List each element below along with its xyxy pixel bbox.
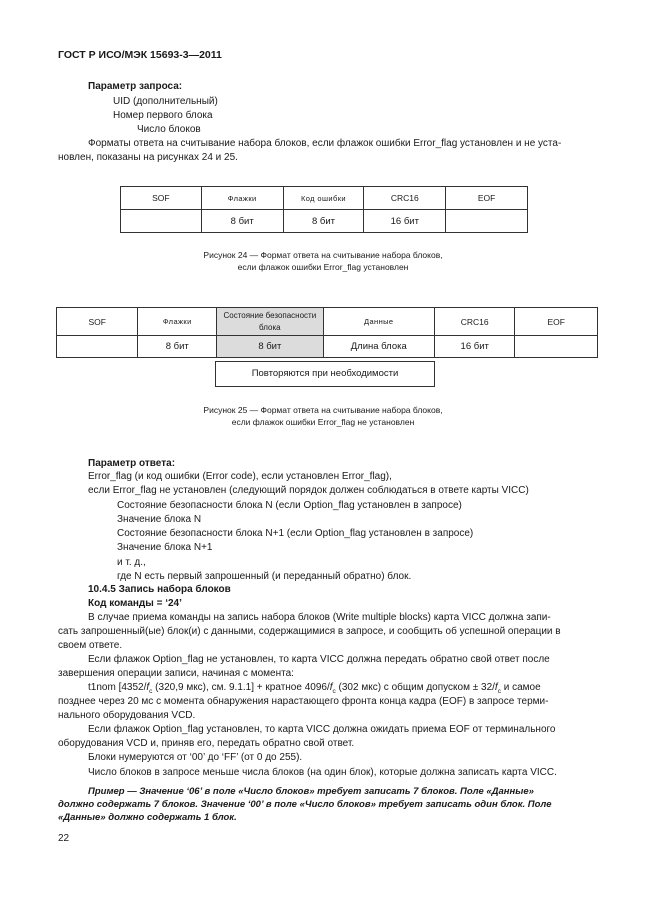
formula-part: (320,9 мкс), см. 9.1.1] + кратное 4096/ [152,682,330,693]
formula-c: c [332,688,336,695]
figure24-caption: если флажок ошибки Error_flag установлен [237,262,409,272]
table-cell [446,210,528,233]
table-cell [121,210,202,233]
formula-part: и самое [500,682,541,693]
response-param-line: если Error_flag не установлен (следующий порядок должен соблюдаться в ответе карты VICC) [88,485,529,496]
response-param-item: Значение блока N [117,514,202,525]
response-params-heading: Параметр ответа: [88,458,176,469]
paragraph-line: нального оборудования VCD. [58,710,196,721]
table-header-cell: CRC16 [364,187,446,210]
figure25-caption: Рисунок 25 — Формат ответа на считывание набора блоков, [203,405,443,415]
intro-text-line: новлен, показаны на рисунках 24 и 25. [58,152,238,163]
formula-f: f [329,682,333,693]
formula-f: f [494,682,498,693]
figure24-table [120,186,528,233]
table-header-cell: EOF [446,187,528,210]
formula-part: (302 мкс) с общим допуском ± 32/ [335,682,495,693]
table-header-cell: EOF [515,308,598,336]
table-cell: 8 бит [217,336,324,358]
table-cell: 16 бит [364,210,446,233]
response-param-item: где N есть первый запрошенный (и переданный обратно) блок. [117,571,412,582]
figure24-caption: Рисунок 24 — Формат ответа на считывание набора блоков, [203,250,443,260]
response-param-line: Error_flag (и код ошибки (Error code), если установлен Error_flag), [88,471,392,482]
formula-c: c [149,688,153,695]
table-header-cell: SOF [57,308,138,336]
repeat-note-box: Повторяются при необходимости [215,361,435,387]
figure25-table [56,307,598,358]
command-code: Код команды = ‘24’ [88,598,182,609]
intro-text-line: Форматы ответа на считывание набора блоков, если флажок ошибки Error_flag установлен и не уста- [88,138,562,149]
paragraph-line: Если флажок Option_flag установлен, то карта VICC должна ожидать приема EOF от терминального [88,724,556,735]
document-header: ГОСТ Р ИСО/МЭК 15693-3—2011 [58,49,222,61]
request-param-item: Номер первого блока [113,110,213,121]
formula-f: f [146,682,150,693]
formula-c: c [497,688,501,695]
paragraph-line: Блоки нумеруются от ‘00’ до ‘FF’ (от 0 до 255). [88,752,303,763]
paragraph-line: Если флажок Option_flag не установлен, то карта VICC должна передать обратно свой ответ после [88,654,550,665]
formula-part: t1nom [4352/ [88,682,147,693]
paragraph-line: своем ответе. [58,640,123,651]
table-cell [515,336,598,358]
response-param-item: Состояние безопасности блока N (если Option_flag установлен в запросе) [117,500,462,511]
paragraph-line: В случае приема команды на запись набора блоков (Write multiple blocks) карта VICC должна запи- [88,612,551,623]
request-param-item: UID (дополнительный) [113,96,218,107]
table-cell: Длина блока [323,336,434,358]
table-header-cell: Состояние безопасности блока [217,308,324,336]
table-cell: 8 бит [138,336,217,358]
table-header-cell: Данные [323,308,434,336]
request-param-item: Число блоков [137,124,201,135]
paragraph-line: сать запрошенный(ые) блок(и) с данными, содержащимися в запросе, и сообщить об успешной операции в [58,626,561,637]
table-cell [57,336,138,358]
example-line: Пример — Значение ‘06’ в поле «Число блоков» требует записать 7 блоков. Поле «Данные» [88,786,534,797]
table-header-cell: Код ошибки [283,187,364,210]
table-cell: 8 бит [283,210,364,233]
figure25-caption: если флажок ошибки Error_flag не установлен [231,417,415,427]
table-cell: 16 бит [434,336,515,358]
paragraph-line: оборудования VCD и, приняв его, передать обратно свой ответ. [58,738,355,749]
table-cell: 8 бит [201,210,283,233]
page-number: 22 [58,833,70,844]
table-header-cell: Флажки [201,187,283,210]
response-param-item: Значение блока N+1 [117,542,213,553]
response-param-item: и т. д., [117,557,146,568]
request-params-heading: Параметр запроса: [88,81,183,92]
response-param-item: Состояние безопасности блока N+1 (если Option_flag установлен в запросе) [117,528,474,539]
table-header-cell: Флажки [138,308,217,336]
section-title: 10.4.5 Запись набора блоков [88,584,231,595]
paragraph-line: позднее через 20 мс с момента обнаружения нарастающего фронта конца кадра (EOF) в запросе терми- [58,696,549,707]
paragraph-line: Число блоков в запросе меньше числа блоков (на один блок), которые должна записать карта VICC. [88,767,557,778]
paragraph-line: завершения операции записи, начиная с момента: [58,668,294,679]
table-header-cell: CRC16 [434,308,515,336]
table-header-cell: SOF [121,187,202,210]
example-line: «Данные» должно содержать 1 блок. [58,812,237,823]
example-line: должно содержать 7 блоков. Значение ‘00’ в поле «Число блоков» требует записать один блок. Поле [58,799,552,810]
